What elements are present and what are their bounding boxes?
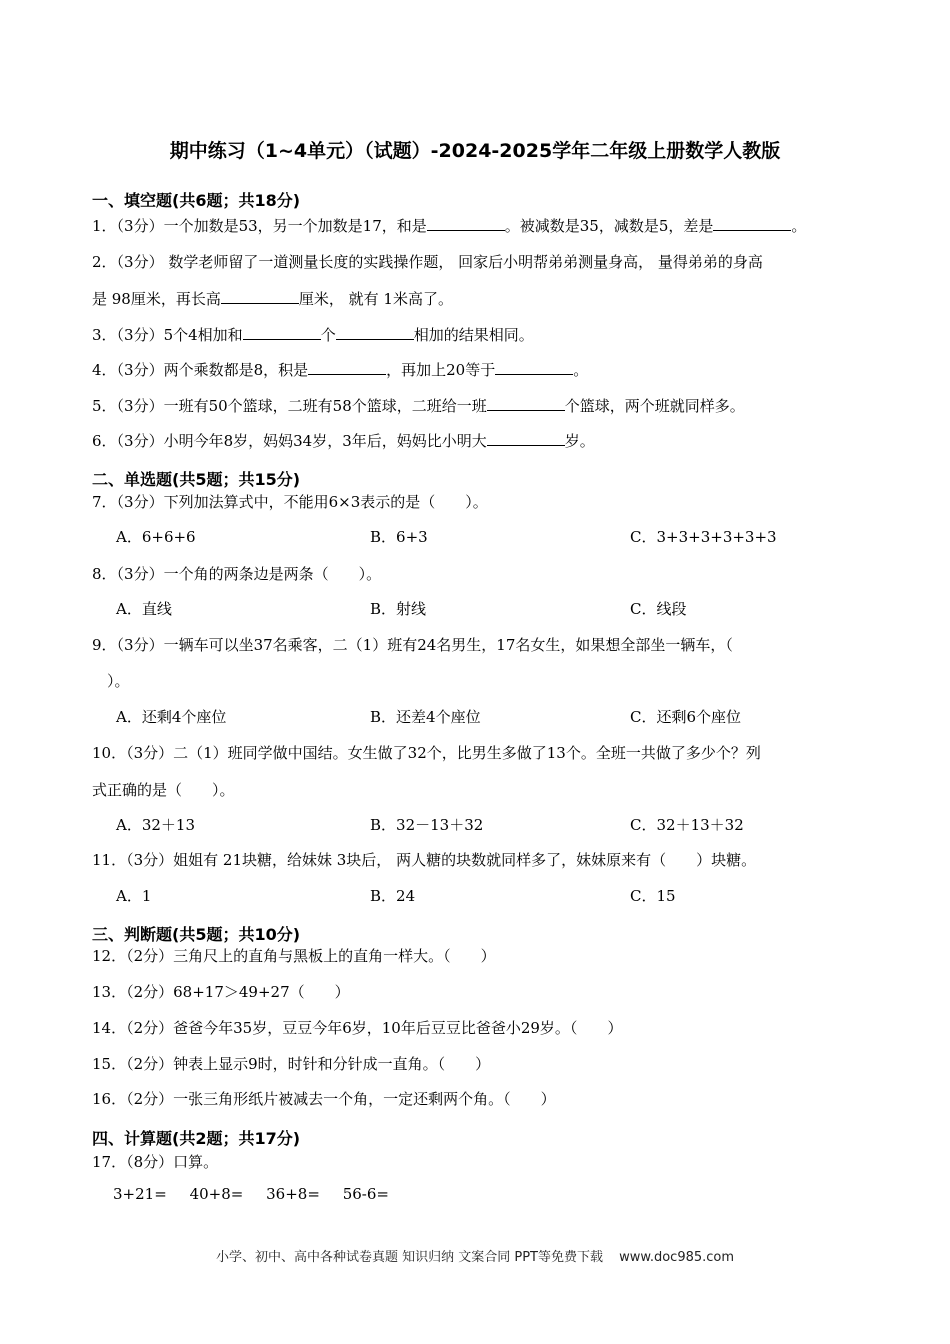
- option-c[interactable]: C．线段: [630, 600, 687, 618]
- answer-blank[interactable]: [713, 216, 791, 231]
- answer-blank[interactable]: [427, 216, 505, 231]
- section-calculation: 四、计算题(共2题；共17分): [92, 1129, 301, 1148]
- section-fill-blank: 一、填空题(共6题；共18分): [92, 191, 301, 210]
- question-9-cont: ）。: [92, 672, 130, 690]
- section-single-choice: 二、单选题(共5题；共15分): [92, 470, 301, 489]
- answer-blank[interactable]: [336, 325, 414, 340]
- question-2: 2．（3分） 数学老师留了一道测量长度的实践操作题， 回家后小明帮弟弟测量身高， 量得弟弟的身高: [92, 253, 763, 271]
- calc-item: 40+8=: [189, 1185, 244, 1203]
- option-b[interactable]: B．还差4个座位: [370, 708, 481, 726]
- question-9: 9．（3分）一辆车可以坐37名乘客，二（1）班有24名男生，17名女生，如果想全部坐一辆车，（: [92, 636, 733, 654]
- mental-math-row: [113, 1185, 407, 1203]
- option-a[interactable]: A．1: [116, 887, 152, 905]
- question-12: 12．（2分）三角尺上的直角与黑板上的直角一样大。（ ）: [92, 947, 496, 965]
- question-6: 6．（3分）小明今年8岁，妈妈34岁，3年后，妈妈比小明大 岁。: [92, 432, 595, 450]
- question-11: 11．（3分）姐姐有 21块糖，给妹妹 3块后， 两人糖的块数就同样多了，妹妹原来有（ ）块糖。: [92, 851, 757, 869]
- option-b[interactable]: B．射线: [370, 600, 427, 618]
- option-b[interactable]: B．6+3: [370, 528, 428, 546]
- option-a[interactable]: A．还剩4个座位: [116, 708, 227, 726]
- option-a[interactable]: A．32＋13: [116, 816, 196, 834]
- question-10: 10．（3分）二（1）班同学做中国结。女生做了32个，比男生多做了13个。全班一共做了多少个？列: [92, 744, 761, 762]
- option-c[interactable]: C．32＋13＋32: [630, 816, 744, 834]
- question-2-cont: 是 98厘米，再长高 厘米， 就有 1米高了。: [92, 290, 453, 308]
- question-8: 8．（3分）一个角的两条边是两条（ ）。: [92, 565, 382, 583]
- question-7: 7．（3分）下列加法算式中，不能用6×3表示的是（ ）。: [92, 493, 488, 511]
- answer-blank[interactable]: [495, 360, 573, 375]
- calc-item: 36+8=: [266, 1185, 320, 1203]
- answer-blank[interactable]: [487, 396, 565, 411]
- question-14: 14．（2分）爸爸今年35岁，豆豆今年6岁，10年后豆豆比爸爸小29岁。（ ）: [92, 1019, 623, 1037]
- question-4: 4．（3分）两个乘数都是8，积是 ，再加上20等于 。: [92, 361, 589, 379]
- question-17: 17．（8分）口算。: [92, 1153, 219, 1171]
- question-3: 3．（3分）5个4相加和 个 相加的结果相同。: [92, 326, 534, 344]
- question-10-cont: 式正确的是（ ）。: [92, 781, 235, 799]
- calc-item: 3+21=: [113, 1185, 167, 1203]
- page-footer: [0, 1246, 950, 1265]
- option-b[interactable]: B．32－13＋32: [370, 816, 484, 834]
- page-title: 期中练习（1~4单元）（试题）-2024-2025学年二年级上册数学人教版: [169, 140, 781, 162]
- question-16: 16．（2分）一张三角形纸片被减去一个角，一定还剩两个角。（ ）: [92, 1090, 556, 1108]
- question-5: 5．（3分）一班有50个篮球，二班有58个篮球，二班给一班 个篮球，两个班就同样多。: [92, 397, 745, 415]
- question-1: 1．（3分）一个加数是53，另一个加数是17，和是 。被减数是35，减数是5，差是 。: [92, 217, 807, 235]
- answer-blank[interactable]: [221, 289, 299, 304]
- calc-item: 56-6=: [342, 1185, 389, 1203]
- option-a[interactable]: A．直线: [116, 600, 172, 618]
- answer-blank[interactable]: [243, 325, 321, 340]
- answer-blank[interactable]: [487, 431, 565, 446]
- footer-text: 小学、初中、高中各种试卷真题 知识归纳 文案合同 PPT等免费下载: [215, 1250, 603, 1265]
- footer-site-link[interactable]: www.doc985.com: [619, 1250, 735, 1265]
- question-13: 13．（2分）68+17＞49+27（ ）: [92, 983, 350, 1001]
- option-a[interactable]: A．6+6+6: [116, 528, 196, 546]
- option-c[interactable]: C．15: [630, 887, 676, 905]
- option-c[interactable]: C．还剩6个座位: [630, 708, 742, 726]
- section-true-false: 三、判断题(共5题；共10分): [92, 925, 301, 944]
- option-c[interactable]: C．3+3+3+3+3+3: [630, 528, 777, 546]
- answer-blank[interactable]: [308, 360, 386, 375]
- question-15: 15．（2分）钟表上显示9时，时针和分针成一直角。（ ）: [92, 1055, 491, 1073]
- option-b[interactable]: B．24: [370, 887, 416, 905]
